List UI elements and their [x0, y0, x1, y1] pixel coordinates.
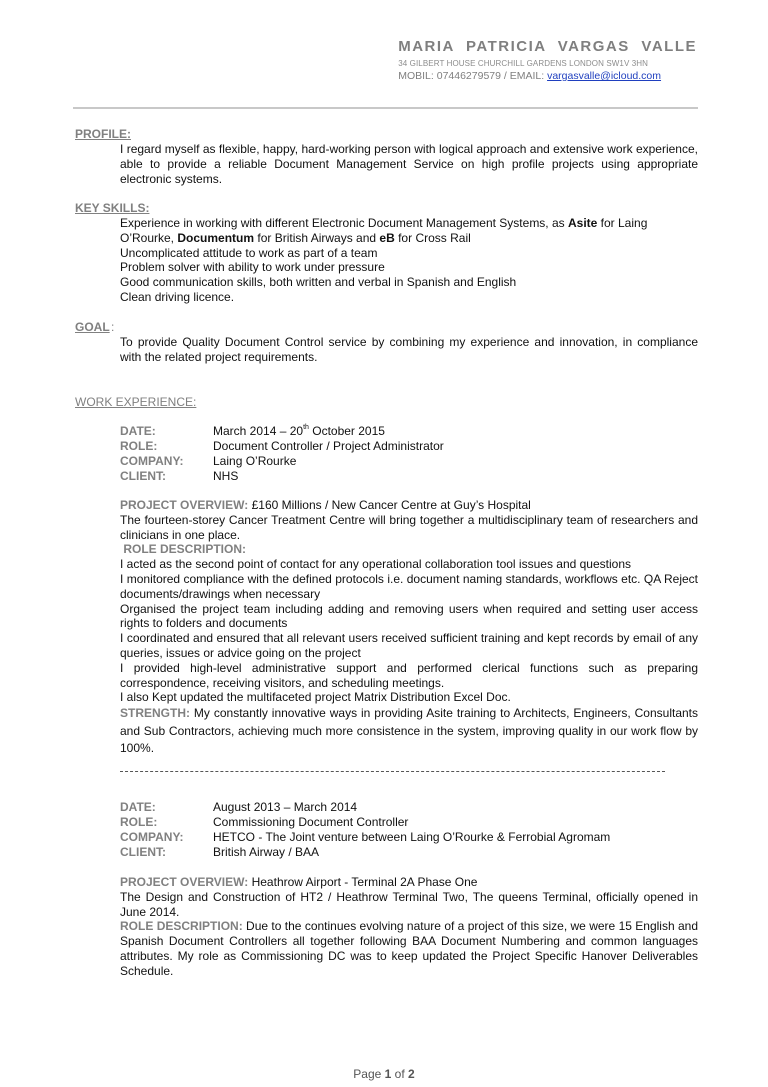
job2-role-desc: ROLE DESCRIPTION: Due to the continues evolving nature of a project of this size, we were 15 English and Spanish Document Controllers all together following BAA Document Numbering and common languages attributes. My role as Commissioning DC was to keep updated the Project Specific Hanover Deliverables Schedule. — [120, 919, 699, 978]
duty-item: I monitored compliance with the defined protocols i.e. document naming standards, workflows etc. QA Reject documents/drawings when necessary — [120, 571, 698, 601]
job1-details — [120, 498, 698, 758]
job2-meta — [120, 800, 698, 860]
skill-item: Clean driving licence. — [120, 289, 235, 304]
profile-heading: PROFILE: — [75, 127, 131, 141]
job1-role-row: ROLE: Document Controller / Project Administrator — [120, 439, 444, 453]
job2-role-row: ROLE: Commissioning Document Controller — [120, 815, 409, 829]
job2-overview-text: The Design and Construction of HT2 / Heathrow Terminal Two, The queens Terminal, officially opened in June 2014. — [120, 889, 698, 919]
skills-list — [120, 216, 698, 305]
candidate-contact — [398, 70, 697, 82]
cv-header — [398, 38, 697, 82]
job2-company-row: COMPANY: HETCO - The Joint venture between Laing O’Rourke & Ferrobial Agromam — [120, 830, 611, 844]
job2-details — [120, 875, 698, 979]
header-divider — [73, 107, 698, 109]
job2-date-row: DATE: August 2013 – March 2014 — [120, 800, 358, 814]
skill-item: Uncomplicated attitude to work as part of a team — [120, 245, 378, 260]
goal-colon: : — [111, 320, 115, 334]
work-heading: WORK EXPERIENCE: — [75, 395, 197, 409]
duty-item: I provided high-level administrative support and performed clerical functions such as preparing correspondence, receiving visitors, and scheduling meetings. — [120, 660, 698, 690]
asite-label: Asite — [567, 216, 598, 230]
candidate-address: 34 GILBERT HOUSE CHURCHILL GARDENS LONDON SW1V 3HN — [398, 59, 649, 68]
job1-role-desc-label: ROLE DESCRIPTION: — [120, 542, 247, 557]
duty-item: Organised the project team including adding and removing users when required and setting user access rights to folders and documents — [120, 601, 698, 631]
job1-company-row: COMPANY: Laing O’Rourke — [120, 454, 297, 468]
job1-overview-text: The fourteen-storey Cancer Treatment Centre will bring together a multidisciplinary team of researchers and clinicians in one place. — [120, 512, 698, 542]
page-footer: Page 1 of 2 — [353, 1067, 415, 1081]
goal-heading: GOAL — [75, 320, 110, 334]
duty-item: I also Kept updated the multifaceted project Matrix Distribution Excel Doc. — [120, 690, 511, 705]
job1-strength: STRENGTH: My constantly innovative ways in providing Asite training to Architects, Engineers, Consultants and Sub Contractors, achieving much more consistence in the system, improving quality in our work flow by 100%. — [120, 706, 698, 756]
skill-item: Good communication skills, both written and verbal in Spanish and English — [120, 275, 517, 290]
job2-overview: PROJECT OVERVIEW: Heathrow Airport - Terminal 2A Phase One — [120, 875, 478, 889]
goal-text: To provide Quality Document Control service by combining my experience and innovation, in compliance with the related project requirements. — [120, 335, 698, 364]
contact-phone: MOBIL: 07446279579 / EMAIL: — [398, 70, 548, 82]
job1-meta — [120, 424, 698, 484]
email-link[interactable]: vargasvalle@icloud.com — [547, 70, 662, 82]
skill-item: Problem solver with ability to work under pressure — [120, 260, 385, 275]
candidate-name: MARIA PATRICIA VARGAS VALLE — [398, 38, 697, 55]
page-total: 2 — [408, 1067, 415, 1081]
duty-item: I acted as the second point of contact for any operational collaboration tool issues and questions — [120, 557, 631, 572]
job1-client-row: CLIENT: NHS — [120, 469, 239, 483]
job1-overview: PROJECT OVERVIEW: £160 Millions / New Cancer Centre at Guy’s Hospital — [120, 498, 531, 512]
skill-item: Experience in working with different Electronic Document Management Systems, as Asite for Laing O’Rourke, Documentum for British Airways and eB for Cross Rail — [120, 216, 648, 245]
page-number: 1 — [384, 1067, 392, 1081]
duty-item: I coordinated and ensured that all relevant users received sufficient training and kept records by email of any queries, issues or advice going on the project — [120, 631, 698, 660]
job1-date-row: DATE: March 2014 – 20th October 2015 — [120, 424, 385, 438]
profile-text: I regard myself as flexible, happy, hard-working person with logical approach and extensive work experience, able to provide a reliable Document Management Service on high profile projects using appropriate electronic systems. — [120, 142, 698, 186]
job2-client-row: CLIENT: British Airway / BAA — [120, 845, 320, 859]
job-separator — [120, 771, 665, 772]
eb-label: eB — [379, 230, 395, 245]
documentum-label: Documentum — [177, 230, 255, 245]
skills-heading: KEY SKILLS: — [75, 201, 150, 215]
